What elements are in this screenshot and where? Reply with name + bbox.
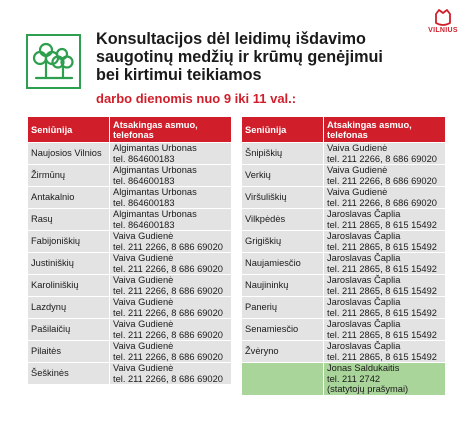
- header-contact: Atsakingas asmuo, telefonas: [110, 117, 232, 143]
- table-row: [242, 275, 446, 297]
- contact-detail: tel. 211 2865, 8 615 15492: [327, 263, 437, 274]
- contact-detail: tel. 211 2266, 8 686 69020: [113, 351, 223, 362]
- contact-cell: [324, 275, 446, 297]
- contact-person: Jaroslavas Čaplia: [327, 341, 401, 351]
- contact-person: Jaroslavas Čaplia: [327, 253, 401, 263]
- contact-detail: tel. 211 2266, 8 686 69020: [113, 307, 223, 318]
- table-row: [28, 209, 232, 231]
- page-subtitle: darbo dienomis nuo 9 iki 11 val.:: [96, 91, 297, 106]
- contact-detail: (statytojų prašymai): [327, 384, 409, 395]
- table-row: [28, 341, 232, 363]
- contact-detail: tel. 211 2266, 8 686 69020: [327, 175, 437, 186]
- table-header-row: [242, 117, 446, 143]
- contact-cell: [110, 209, 232, 231]
- contact-cell: [110, 165, 232, 187]
- contact-person: Jaroslavas Čaplia: [327, 275, 401, 285]
- contact-detail: tel. 211 2266, 8 686 69020: [327, 153, 437, 164]
- contact-detail: tel. 211 2266, 8 686 69020: [113, 285, 223, 296]
- contact-detail: tel. 211 2865, 8 615 15492: [327, 241, 437, 252]
- contact-cell: [110, 319, 232, 341]
- contact-cell: [110, 341, 232, 363]
- header-seniunija: Seniūnija: [28, 117, 110, 143]
- contact-person: Vaiva Gudienė: [113, 341, 174, 351]
- contact-detail: tel. 211 2742: [327, 373, 381, 384]
- contact-detail: tel. 211 2865, 8 615 15492: [327, 329, 437, 340]
- table-header-row: [28, 117, 232, 143]
- table-row: [28, 165, 232, 187]
- contact-detail: tel. 211 2266, 8 686 69020: [113, 241, 223, 252]
- contact-person: Vaiva Gudienė: [113, 253, 174, 263]
- contact-cell: [324, 165, 446, 187]
- contact-cell: [324, 209, 446, 231]
- contact-person: Jonas Saldukaitis: [327, 363, 400, 374]
- contact-detail: tel. 211 2865, 8 615 15492: [327, 285, 437, 296]
- page-title: Konsultacijos dėl leidimų išdavimo saugotinų medžių ir krūmų genėjimui bei kirtimui teikiamos: [96, 30, 383, 84]
- table-row: [28, 253, 232, 275]
- district-name: Antakalnio: [28, 187, 110, 209]
- contact-person: Vaiva Gudienė: [113, 297, 174, 307]
- table-row: [28, 187, 232, 209]
- table-row: [28, 363, 232, 385]
- contact-person: Jaroslavas Čaplia: [327, 209, 401, 219]
- contact-cell: [110, 363, 232, 385]
- contact-detail: tel. 864600183: [113, 197, 175, 208]
- header-contact: Atsakingas asmuo, telefonas: [324, 117, 446, 143]
- district-name: Karoliniškių: [28, 275, 110, 297]
- contacts-table-right: [241, 116, 446, 396]
- table-row: [28, 231, 232, 253]
- contact-person: Jaroslavas Čaplia: [327, 231, 401, 241]
- table-row: [242, 363, 446, 396]
- table-row: [28, 275, 232, 297]
- table-row: [28, 319, 232, 341]
- district-name: Rasų: [28, 209, 110, 231]
- contact-cell: [324, 231, 446, 253]
- table-row: [242, 319, 446, 341]
- vilnius-logo: [418, 8, 468, 46]
- district-name: Lazdynų: [28, 297, 110, 319]
- district-name: Žirmūnų: [28, 165, 110, 187]
- contact-detail: tel. 211 2266, 8 686 69020: [327, 197, 437, 208]
- table-row: [242, 231, 446, 253]
- district-name: Viršuliškių: [242, 187, 324, 209]
- contact-cell: [324, 341, 446, 363]
- contacts-table-left: [27, 116, 232, 385]
- contact-detail: tel. 211 2865, 8 615 15492: [327, 219, 437, 230]
- district-name: Šnipiškių: [242, 143, 324, 165]
- district-name: Panerių: [242, 297, 324, 319]
- table-row: [242, 253, 446, 275]
- contact-person: Vaiva Gudienė: [327, 165, 388, 175]
- contact-person: Vaiva Gudienė: [113, 363, 174, 373]
- contact-person: Jaroslavas Čaplia: [327, 297, 401, 307]
- contact-detail: tel. 864600183: [113, 175, 175, 186]
- district-name: Grigiškių: [242, 231, 324, 253]
- contact-cell: [324, 297, 446, 319]
- table-row: [242, 209, 446, 231]
- district-name: Verkių: [242, 165, 324, 187]
- contact-detail: tel. 211 2865, 8 615 15492: [327, 307, 437, 318]
- district-name: Vilkpėdės: [242, 209, 324, 231]
- district-name: Naujosios Vilnios: [28, 143, 110, 165]
- contact-person: Vaiva Gudienė: [113, 231, 174, 241]
- contact-detail: tel. 864600183: [113, 153, 175, 164]
- contact-person: Vaiva Gudienė: [327, 143, 388, 153]
- contact-cell: [110, 297, 232, 319]
- table-row: [242, 341, 446, 363]
- contact-cell: [324, 363, 446, 396]
- table-row: [242, 143, 446, 165]
- contact-detail: tel. 864600183: [113, 219, 175, 230]
- district-name: Fabijoniškių: [28, 231, 110, 253]
- header-seniunija: Seniūnija: [242, 117, 324, 143]
- district-name: Justiniškių: [28, 253, 110, 275]
- contact-person: Jaroslavas Čaplia: [327, 319, 401, 329]
- contact-detail: tel. 211 2865, 8 615 15492: [327, 351, 437, 362]
- contact-person: Vaiva Gudienė: [113, 319, 174, 329]
- table-row: [242, 165, 446, 187]
- table-row: [28, 297, 232, 319]
- contact-detail: tel. 211 2266, 8 686 69020: [113, 263, 223, 274]
- contact-cell: [324, 253, 446, 275]
- contact-detail: tel. 211 2266, 8 686 69020: [113, 373, 223, 384]
- district-name: Senamiesčio: [242, 319, 324, 341]
- contact-detail: tel. 211 2266, 8 686 69020: [113, 329, 223, 340]
- district-name: [242, 363, 324, 396]
- contact-person: Vaiva Gudienė: [113, 275, 174, 285]
- table-row: [242, 187, 446, 209]
- table-row: [28, 143, 232, 165]
- district-name: Naujininkų: [242, 275, 324, 297]
- vilnius-crown-icon: [435, 8, 451, 26]
- district-name: Pilaitės: [28, 341, 110, 363]
- contact-person: Algimantas Urbonas: [113, 165, 197, 175]
- contact-person: Algimantas Urbonas: [113, 143, 197, 153]
- contact-cell: [110, 187, 232, 209]
- brand-name: VILNIUS: [428, 27, 458, 34]
- contact-person: Algimantas Urbonas: [113, 209, 197, 219]
- contact-cell: [324, 187, 446, 209]
- district-name: Naujamiesčio: [242, 253, 324, 275]
- contact-person: Vaiva Gudienė: [327, 187, 388, 197]
- district-name: Pašilaičių: [28, 319, 110, 341]
- contact-cell: [110, 231, 232, 253]
- district-name: Šeškinės: [28, 363, 110, 385]
- trees-icon: [26, 34, 81, 89]
- table-row: [242, 297, 446, 319]
- contact-cell: [110, 253, 232, 275]
- district-name: Žvėryno: [242, 341, 324, 363]
- contact-person: Algimantas Urbonas: [113, 187, 197, 197]
- contact-cell: [324, 319, 446, 341]
- contact-cell: [110, 275, 232, 297]
- contact-cell: [324, 143, 446, 165]
- contact-cell: [110, 143, 232, 165]
